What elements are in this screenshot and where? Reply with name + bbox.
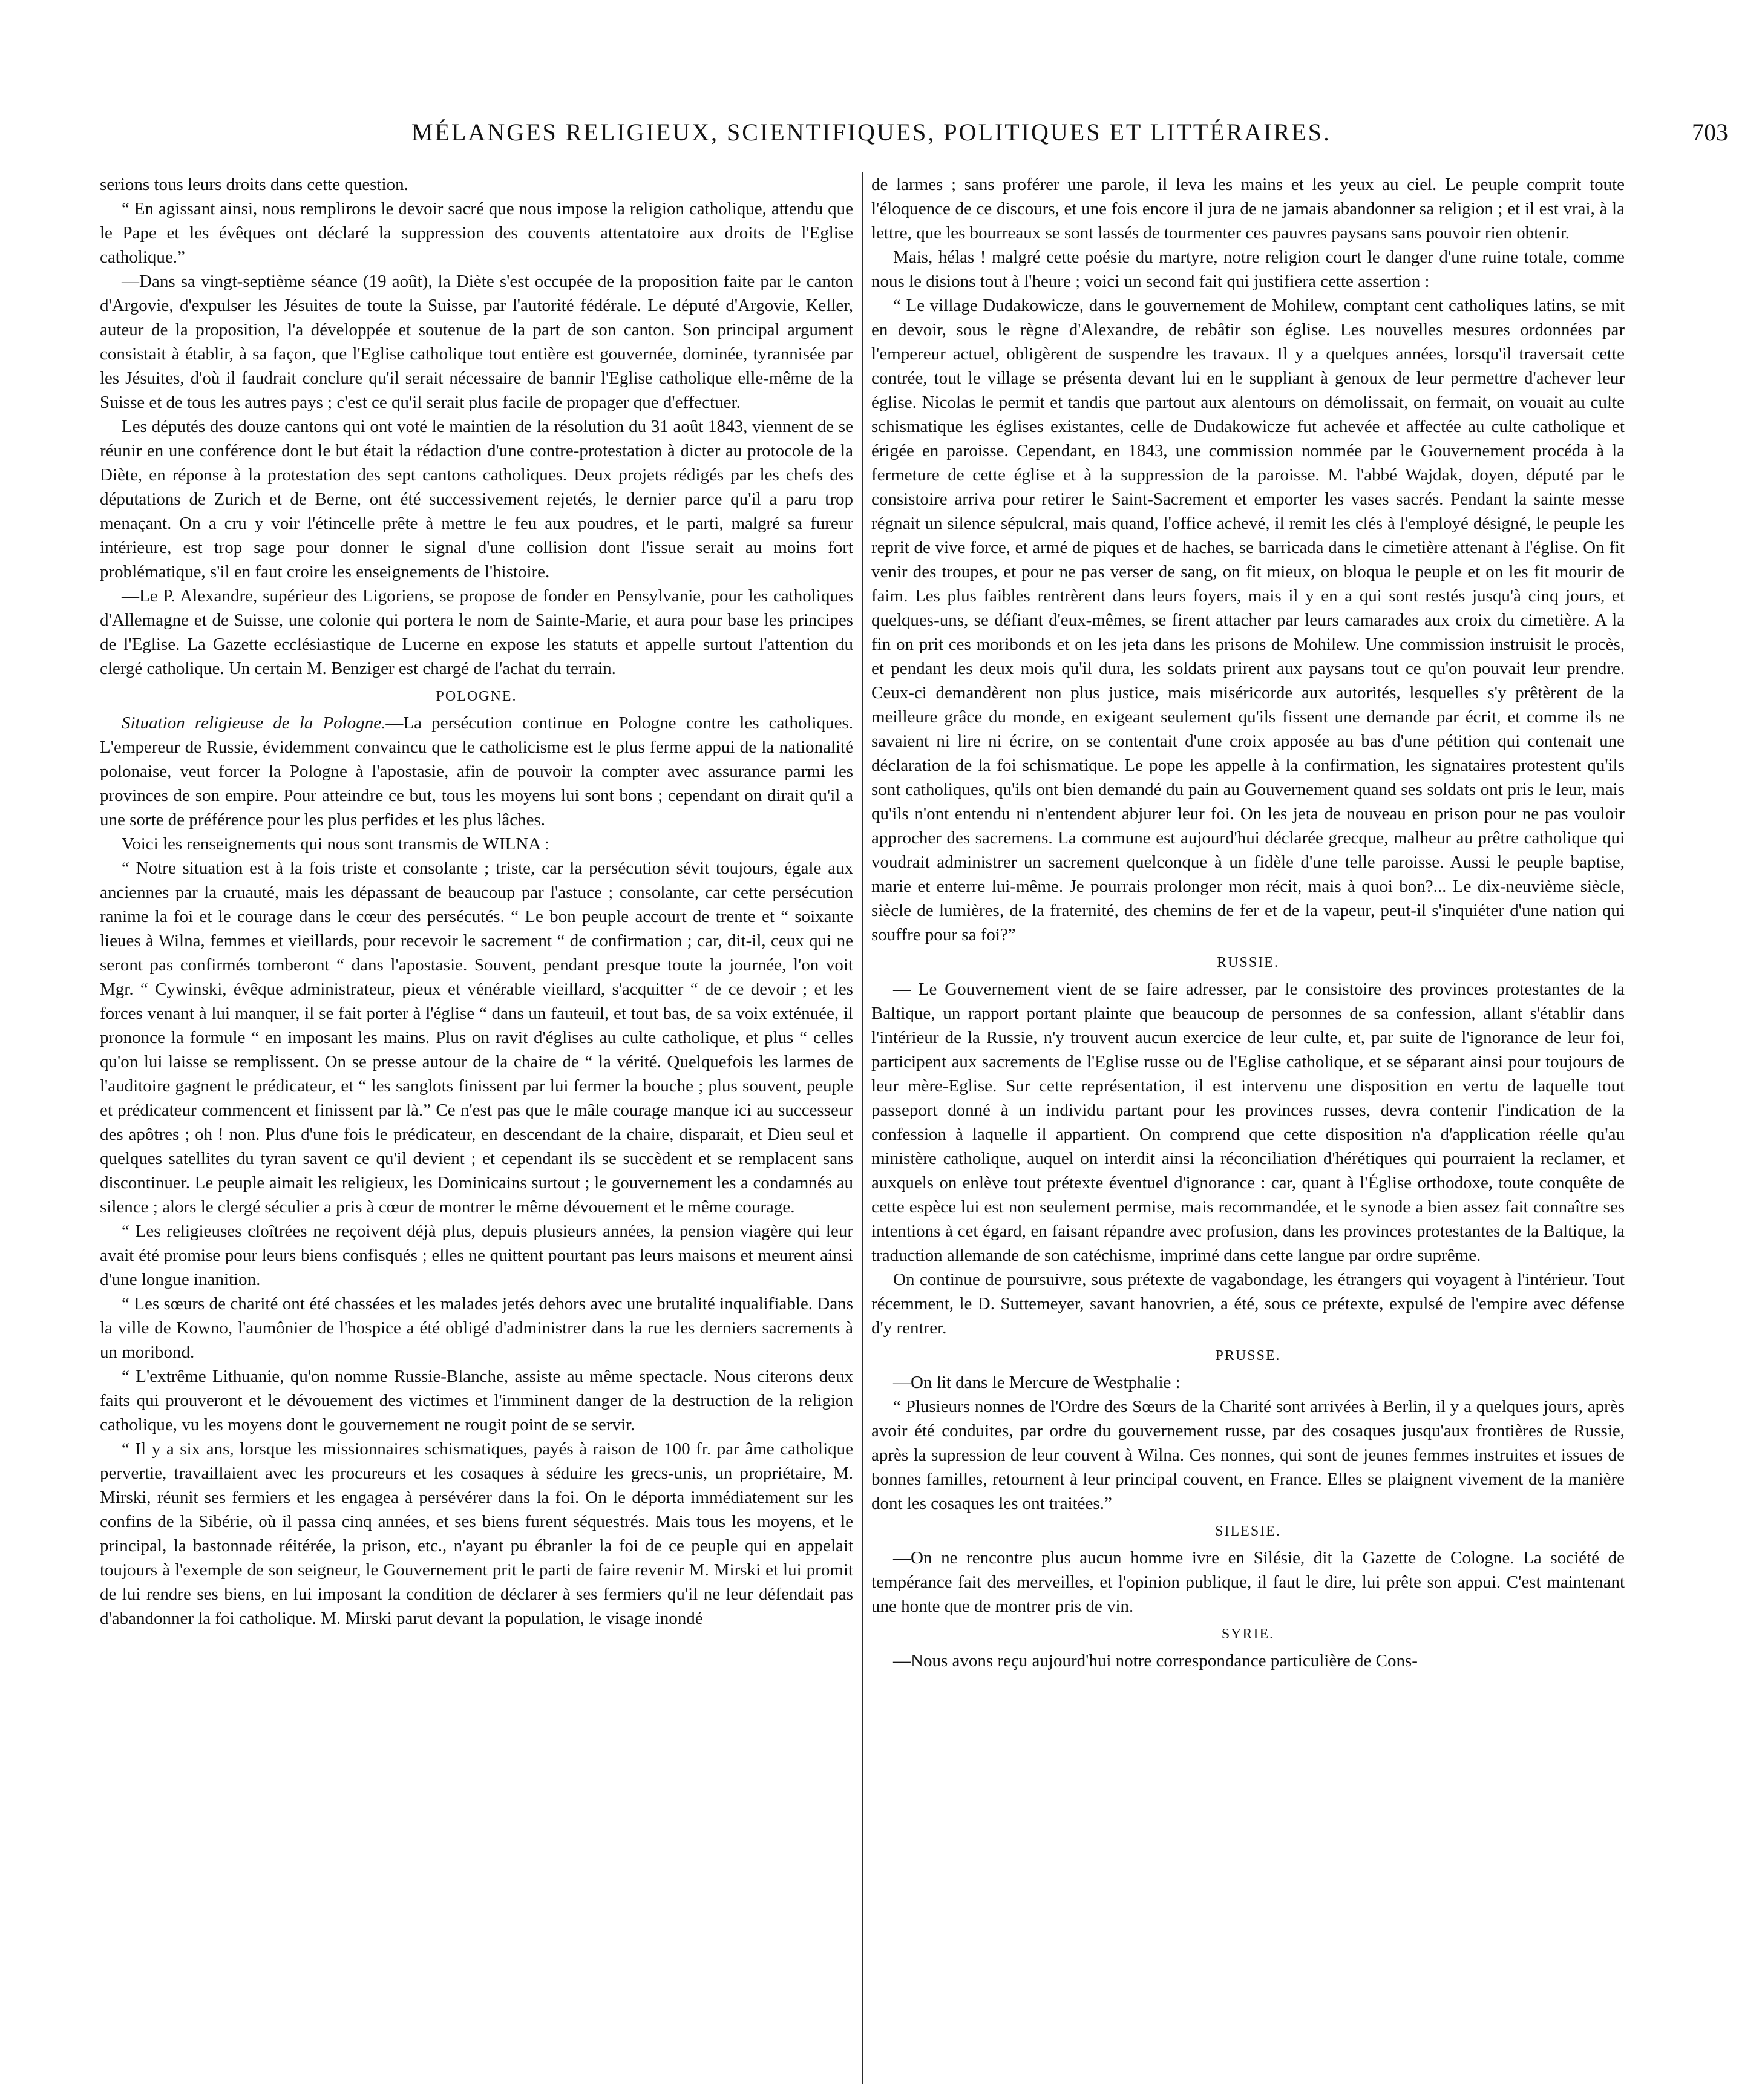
paragraph: serions tous leurs droits dans cette question. [100,175,408,194]
paragraph: —Nous avons reçu aujourd'hui notre correspondance particulière de Cons- [893,1651,1418,1670]
paragraph: “ Plusieurs nonnes de l'Ordre des Sœurs de la Charité sont arrivées à Berlin, il y a quelques jours, après avoir été conduites, par ordre du gouvernement russe, par des cosaques jusqu'aux frontières de Russie, après la supression de leur couvent à Wilna. Ces nonnes, qui sont de jeunes femmes instruites et issues de bonnes familles, retournent à leur principal couvent, en France. Elles se plaignent vivement de la manière dont les cosaques les ont traitées.” [871,1397,1625,1513]
paragraph: “ Il y a six ans, lorsque les missionnaires schismatiques, payés à raison de 100 fr. par âme catholique pervertie, travaillaient avec les procureurs et les cosaques à séduire les grecs-unis, un propriétaire, M. Mirski, réunit ses fermiers et les engagea à persévérer dans la foi. On le déporta immédiatement sur les confins de la Sibérie, où il passa cinq années, et ses biens furent séquestrés. Mais tous les moyens, et le principal, la bastonnade réitérée, la prison, etc., n'ayant pu ébranler la foi de ce peuple qui en appelait toujours à l'exemple de son seigneur, le Gouvernement prit le parti de faire revenir M. Mirski et lui promit de lui rendre ses biens, en lui imposant la condition de déclarer à ses fermiers qu'il ne leur défendait pas d'abandonner la foi catholique. M. Mirski parut devant la population, le visage inondé [100,1439,853,1628]
paragraph: Les députés des douze cantons qui ont voté le maintien de la résolution du 31 août 1843, viennent de se réunir en une conférence dont le but était la rédaction d'une contre-protestation à dicter au protocole de la Diète, en réponse à la protestation des sept cantons catholiques. Deux projets rédigés par les chefs des députations de Zurich et de Berne, ont été successivement rejetés, le dernier parce qu'il a paru trop menaçant. On a cru y voir l'étincelle prête à mettre le feu aux poudres, et le parti, malgré sa fureur intérieure, est trop sage pour donner le signal d'une collision dont l'issue serait au moins fort problématique, s'il en faut croire les enseignements de l'histoire. [100,417,853,581]
paragraph: Voici les renseignements qui nous sont transmis de WILNA : [122,834,549,854]
paragraph: On continue de poursuivre, sous prétexte de vagabondage, les étrangers qui voyagent à l'intérieur. Tout récemment, le D. Suttemeyer, savant hanovrien, a été, sous ce prétexte, expulsé de l'empire avec défense d'y rentrer. [871,1270,1625,1338]
paragraph-lead: Situation religieuse de la Pologne. [122,713,386,733]
running-title: MÉLANGES RELIGIEUX, SCIENTIFIQUES, POLITIQUES ET LITTÉRAIRES. [411,119,1331,146]
column-divider [862,172,863,2084]
paragraph: —On ne rencontre plus aucun homme ivre en Silésie, dit la Gazette de Cologne. La société de tempérance fait des merveilles, et l'opinion publique, il faut le dire, lui prête son appui. C'est maintenant une honte que de montrer pris de vin. [871,1548,1625,1616]
paragraph: —On lit dans le Mercure de Westphalie : [893,1373,1181,1392]
section-heading-pologne: POLOGNE. [436,689,517,704]
section-heading-syrie: SYRIE. [1221,1626,1275,1642]
section-heading-prusse: PRUSSE. [1215,1348,1281,1364]
paragraph: “ Les religieuses cloîtrées ne reçoivent déjà plus, depuis plusieurs années, la pension viagère qui leur avait été promise pour leurs biens confisqués ; elles ne quittent pourtant pas leurs maisons et meurent ainsi d'une longue inanition. [100,1222,853,1289]
paragraph: “ Les sœurs de charité ont été chassées et les malades jetés dehors avec une brutalité inqualifiable. Dans la ville de Kowno, l'aumônier de l'hospice a été obligé d'administrer dans la rue les derniers sacrements à un moribond. [100,1294,853,1362]
page-header [0,118,1739,166]
paragraph: — Le Gouvernement vient de se faire adresser, par le consistoire des provinces protestantes de la Baltique, un rapport portant plainte que beaucoup de personnes de sa confession, allant s'établir dans l'intérieur de la Russie, n'y trouvent aucun exercice de leur culte, et, par suite de l'ignorance de leur foi, participent aux sacrements de l'Eglise russe ou de l'Eglise catholique, et se séparant ainsi pour toujours de leur mère-Eglise. Sur cette représentation, il est intervenu une disposition en vertu de laquelle tout passeport donné à un individu partant pour les provinces russes, devra contenir l'indication de la confession à laquelle il appartient. On comprend que cette disposition n'a d'application réelle qu'au ministère catholique, auquel on interdit ainsi la réconciliation d'hérétiques qui pourraient la reclamer, et auxquels on enlève tout prétexte éventuel d'ignorance : car, quant à l'Église orthodoxe, toute conquête de cette espèce lui est non seulement permise, mais recommandée, et le synode a bien assez fait connaître ses intentions à cet égard, en faisant répandre avec profusion, dans les provinces protestantes de la Baltique, la traduction allemande de son catéchisme, imprimé dans cette langue par ordre suprême. [871,980,1625,1265]
paragraph-body: —La persécution continue en Pologne contre les catholiques. L'empereur de Russie, évidemment convaincu que le catholicisme est le plus ferme appui de la nationalité polonaise, veut forcer la Pologne à l'apostasie, afin de pouvoir la compter avec assurance parmi les provinces de son empire. Pour atteindre ce but, tous les moyens lui sont bons ; cependant on dirait qu'il a une sorte de préférence pour les plus perfides et les plus lâches. [100,713,853,829]
paragraph: de larmes ; sans proférer une parole, il leva les mains et les yeux au ciel. Le peuple comprit toute l'éloquence de ce discours, et une fois encore il jura de ne jamais abandonner sa religion ; et il est vrai, à la lettre, que les bourreaux se sont lassés de tourmenter ces pauvres paysans sans pouvoir rien obtenir. [871,175,1625,243]
paragraph: “ En agissant ainsi, nous remplirons le devoir sacré que nous impose la religion catholique, attendu que le Pape et les évêques ont déclaré la suppression des couvents attentatoire aux droits de l'Eglise catholique.” [100,199,853,267]
paragraph: Mais, hélas ! malgré cette poésie du martyre, notre religion court le danger d'une ruine totale, comme nous le disions tout à l'heure ; voici un second fait qui justifiera cette assertion : [871,247,1625,291]
left-column [100,172,853,1631]
page-number: 703 [1692,119,1728,146]
right-column [871,172,1625,1673]
section-heading-russie: RUSSIE. [1217,955,1279,970]
section-heading-silesie: SILESIE. [1215,1523,1281,1539]
paragraph: “ Le village Dudakowicze, dans le gouvernement de Mohilew, comptant cent catholiques latins, se mit en devoir, sous le règne d'Alexandre, de rebâtir son église. Les nouvelles mesures ordonnées par l'empereur actuel, obligèrent de suspendre les travaux. Il y a quelques années, lorsqu'il traversait cette contrée, tout le village se présenta devant lui en le suppliant à genoux de leur permettre d'achever leur église. Nicolas le permit et tandis que partout aux alentours on démolissait, on fermait, on vouait au culte schismatique les églises existantes, celle de Dudakowicze fut achevée et affectée au culte catholique et érigée en paroisse. Cependant, en 1843, une commission nommée par le Gouvernement procéda à la fermeture de cette église et à la suppression de la paroisse. M. l'abbé Wajdak, doyen, député par le consistoire arriva pour retirer le Saint-Sacrement et emporter les vases sacrés. Pendant la sainte messe régnait un silence sépulcral, mais quand, l'office achevé, il remit les clés à l'employé désigné, le peuple les reprit de vive force, et armé de piques et de haches, se barricada dans le cimetière attenant à l'église. On fit venir des troupes, et pour ne pas verser de sang, on fit mieux, on bloqua le peuple et on les fit mourir de faim. Les plus faibles rentrèrent dans leurs foyers, mais il y en a qui sont restés jusqu'à cinq jours, et quelques-uns, se défiant d'eux-mêmes, se firent attacher par leurs camarades aux croix du cimetière. A la fin on prit ces moribonds et on les jeta dans les prisons de Mohilew. Une commission instruisit le procès, et pendant les deux mois qu'il dura, les soldats prirent aux paysans tout ce qu'on pouvait leur prendre. Ceux-ci demandèrent non plus justice, mais miséricorde aux autorités, lesquelles s'y prêtèrent de la meilleure grâce du monde, en exigeant seulement qu'ils fissent une demande par écrit, et comme ils ne savaient ni lire ni écrire, on se contentait d'une croix apposée au bas d'une pétition qui contenait une déclaration de la foi schismatique. Le pope les appelle à la confirmation, les signataires protestent qu'ils sont catholiques, qu'ils ont bien demandé du pain au Gouvernement quand ses soldats ont pris le leur, mais qu'ils n'ont entendu ni n'entendent abjurer leur foi. On les jeta de nouveau en prison pour ne pas vouloir approcher des sacremens. La commune est aujourd'hui déclarée grecque, malheur au prêtre catholique qui voudrait administrer un sacrement quelconque à un fidèle d'une telle paroisse. Aussi le peuple baptise, marie et enterre lui-même. Je pourrais prolonger mon récit, mais à quoi bon?... Le dix-neuvième siècle, siècle de lumières, de la fraternité, des chemins de fer et de la vapeur, peut-il s'inquiéter d'une nation qui souffre pour sa foi?” [871,296,1625,944]
paragraph: —Le P. Alexandre, supérieur des Ligoriens, se propose de fonder en Pensylvanie, pour les catholiques d'Allemagne et de Suisse, une colonie qui portera le nom de Sainte-Marie, et aura pour base les principes de l'Eglise. La Gazette ecclésiastique de Lucerne en expose les statuts et appelle surtout l'attention du clergé catholique. Un certain M. Benziger est chargé de l'achat du terrain. [100,586,853,678]
paragraph [100,711,853,832]
paragraph: “ L'extrême Lithuanie, qu'on nomme Russie-Blanche, assiste au même spectacle. Nous citerons deux faits qui prouveront et le dévouement des victimes et l'imminent danger de la destruction de la religion catholique, vu les moyens dont le gouvernement ne rougit point de se servir. [100,1367,853,1434]
paragraph: “ Notre situation est à la fois triste et consolante ; triste, car la persécution sévit toujours, égale aux anciennes par la cruauté, mais les dépassant de beaucoup par l'astuce ; consolante, car cette persécution ranime la foi et le courage dans le cœur des persécutés. “ Le bon peuple accourt de trente et “ soixante lieues à Wilna, femmes et vieillards, pour recevoir le sacrement “ de confirmation ; car, dit-il, ceux qui ne seront pas confirmés tomberont “ dans l'apostasie. Souvent, pendant presque toute la journée, l'on voit Mgr. “ Cywinski, évêque administrateur, pieux et vénérable vieillard, s'acquitter “ de ce devoir ; et les forces venant à lui manquer, il se fait porter à l'église “ dans un fauteuil, et tout bas, de sa voix exténuée, il prononce la formule “ en imposant les mains. Plus on ravit d'églises au culte catholique, et plus “ celles qu'on lui laisse se remplissent. On se presse autour de la chaire de “ la vérité. Quelquefois les larmes de l'auditoire gagnent le prédicateur, et “ les sanglots finissent par lui fermer la bouche ; plus souvent, peuple et prédicateur commencent et finissent par là.” Ce n'est pas que le mâle courage manque ici au successeur des apôtres ; oh ! non. Plus d'une fois le prédicateur, en descendant de la chaire, disparait, et Dieu seul et quelques satellites du tyran savent ce qu'il devient ; et cependant ils se succèdent et se remplacent sans discontinuer. Le peuple aimait les religieux, les Dominicains surtout ; le gouvernement les a condamnés au silence ; alors le clergé séculier a pris à cœur de montrer le même dévouement et le même courage. [100,859,853,1217]
paragraph: —Dans sa vingt-septième séance (19 août), la Diète s'est occupée de la proposition faite par le canton d'Argovie, d'expulser les Jésuites de toute la Suisse, par l'autorité fédérale. Le député d'Argovie, Keller, auteur de la proposition, l'a développée et soutenue de la part de son canton. Son principal argument consistait à établir, à sa façon, que l'Eglise catholique tout entière est gouvernée, dominée, tyrannisée par les Jésuites, d'où il faudrait conclure qu'il serait nécessaire de bannir l'Eglise catholique elle-même de la Suisse et de tous les autres pays ; c'est ce qu'il serait plus facile de propager que d'effectuer. [100,272,853,412]
